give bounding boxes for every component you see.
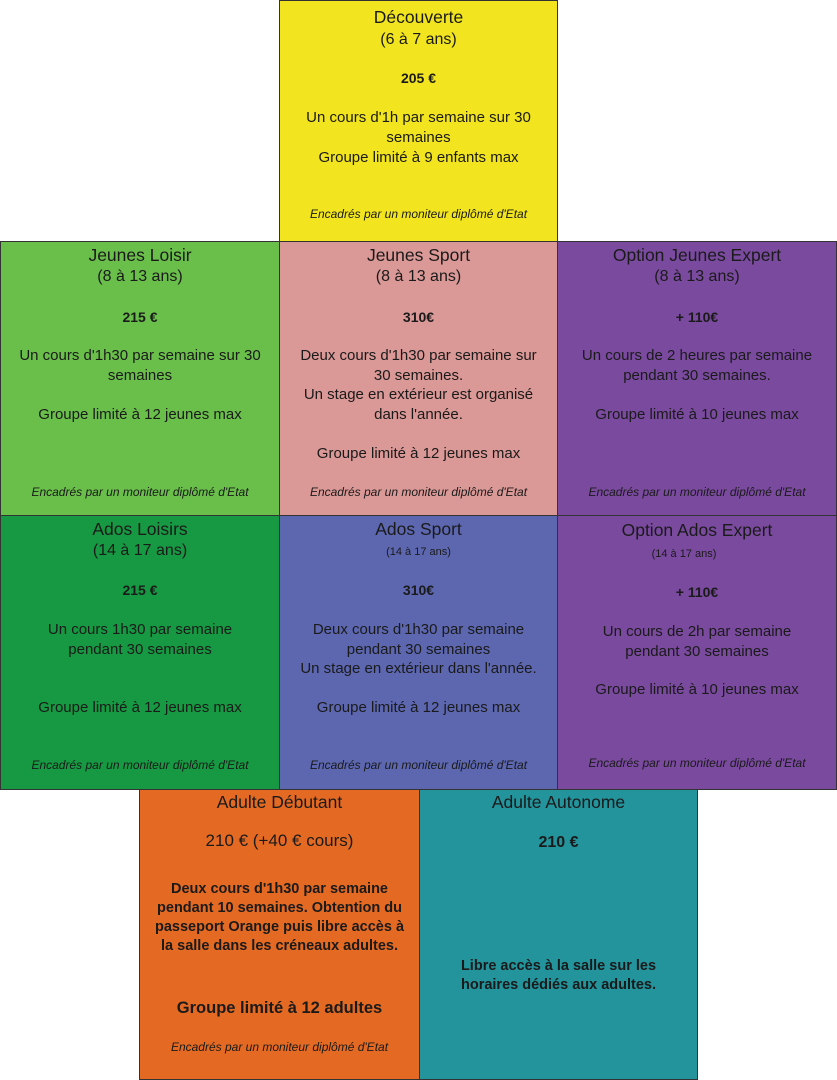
card-option-ados-expert (557, 515, 837, 790)
card-description: Un cours d'1h30 par semaine sur 30 semaines (19, 347, 261, 384)
card-age: (14 à 17 ans) (386, 546, 451, 558)
card-price: 210 € (538, 834, 579, 851)
card-footer: Encadrés par un moniteur diplômé d'Etat (588, 485, 806, 499)
card-age: (6 à 7 ans) (380, 31, 457, 48)
card-jeunes-sport (279, 241, 558, 516)
card-jeunes-loisir (0, 241, 280, 516)
card-group: Groupe limité à 10 jeunes max (595, 406, 799, 423)
card-title: Jeunes Sport (366, 245, 471, 265)
card-title: Adulte Autonome (491, 792, 626, 812)
card-group: Groupe limité à 12 jeunes max (316, 445, 521, 462)
card-description: Deux cours d'1h30 par semaine sur 30 semaines. Un stage en extérieur est organisé dans l'année. (300, 347, 537, 423)
card-title: Option Ados Expert (621, 520, 773, 540)
card-adulte-autonome (419, 789, 698, 1080)
card-footer: Encadrés par un moniteur diplômé d'Etat (588, 756, 806, 770)
card-price: 215 € (122, 309, 158, 325)
card-footer: Encadrés par un moniteur diplômé d'Etat (309, 207, 528, 221)
card-price: 310€ (402, 582, 435, 598)
card-group: Groupe limité à 12 jeunes max (38, 699, 242, 716)
card-footer: Encadrés par un moniteur diplômé d'Etat (31, 485, 249, 499)
card-age: (14 à 17 ans) (92, 542, 188, 559)
card-title: Ados Sport (375, 519, 462, 539)
card-title: Option Jeunes Expert (612, 245, 782, 265)
card-description: Un cours d'1h par semaine sur 30 semaines (306, 109, 531, 146)
card-option-jeunes-expert (557, 241, 837, 516)
card-price: 210 € (+40 € cours) (205, 831, 354, 850)
card-group: Groupe limité à 10 jeunes max (595, 681, 799, 698)
card-title: Ados Loisirs (92, 519, 188, 539)
card-description: Libre accès à la salle sur les horaires dédiés aux adultes. (460, 958, 657, 993)
card-title: Jeunes Loisir (88, 245, 192, 265)
card-description: Un cours 1h30 par semaine pendant 30 semaines (47, 621, 233, 658)
card-price: 310€ (402, 309, 435, 325)
card-ados-sport (279, 515, 558, 790)
card-age: (8 à 13 ans) (97, 268, 183, 285)
card-description: Deux cours d'1h30 par semaine pendant 30 semaines Un stage en extérieur dans l'année. (300, 621, 537, 677)
card-description: Un cours de 2 heures par semaine pendant 30 semaines. (581, 347, 813, 384)
card-age: (8 à 13 ans) (375, 268, 462, 285)
card-footer: Encadrés par un moniteur diplômé d'Etat (170, 1040, 389, 1054)
card-title: Adulte Débutant (216, 792, 343, 812)
card-group: Groupe limité à 9 enfants max (318, 149, 519, 166)
card-ados-loisirs (0, 515, 280, 790)
card-price: + 110€ (675, 309, 719, 325)
card-footer: Encadrés par un moniteur diplômé d'Etat (309, 758, 528, 772)
card-age: (8 à 13 ans) (654, 268, 740, 285)
card-description: Deux cours d'1h30 par semaine pendant 10 semaines. Obtention du passeport Orange puis libre accès à la salle dans les créneaux adultes. (154, 881, 405, 954)
card-group: Groupe limité à 12 jeunes max (316, 699, 521, 716)
card-adulte-debutant (139, 789, 420, 1080)
card-footer: Encadrés par un moniteur diplômé d'Etat (31, 758, 249, 772)
card-decouverte (279, 0, 558, 242)
card-description: Un cours de 2h par semaine pendant 30 semaines (602, 623, 792, 660)
card-price: + 110€ (675, 584, 719, 600)
card-footer: Encadrés par un moniteur diplômé d'Etat (309, 485, 528, 499)
card-price: 205 € (400, 70, 437, 86)
card-price: 215 € (122, 582, 158, 598)
card-group: Groupe limité à 12 jeunes max (38, 406, 242, 423)
card-title: Découverte (373, 7, 464, 27)
card-age: (14 à 17 ans) (651, 548, 717, 560)
card-group: Groupe limité à 12 adultes (176, 999, 383, 1017)
